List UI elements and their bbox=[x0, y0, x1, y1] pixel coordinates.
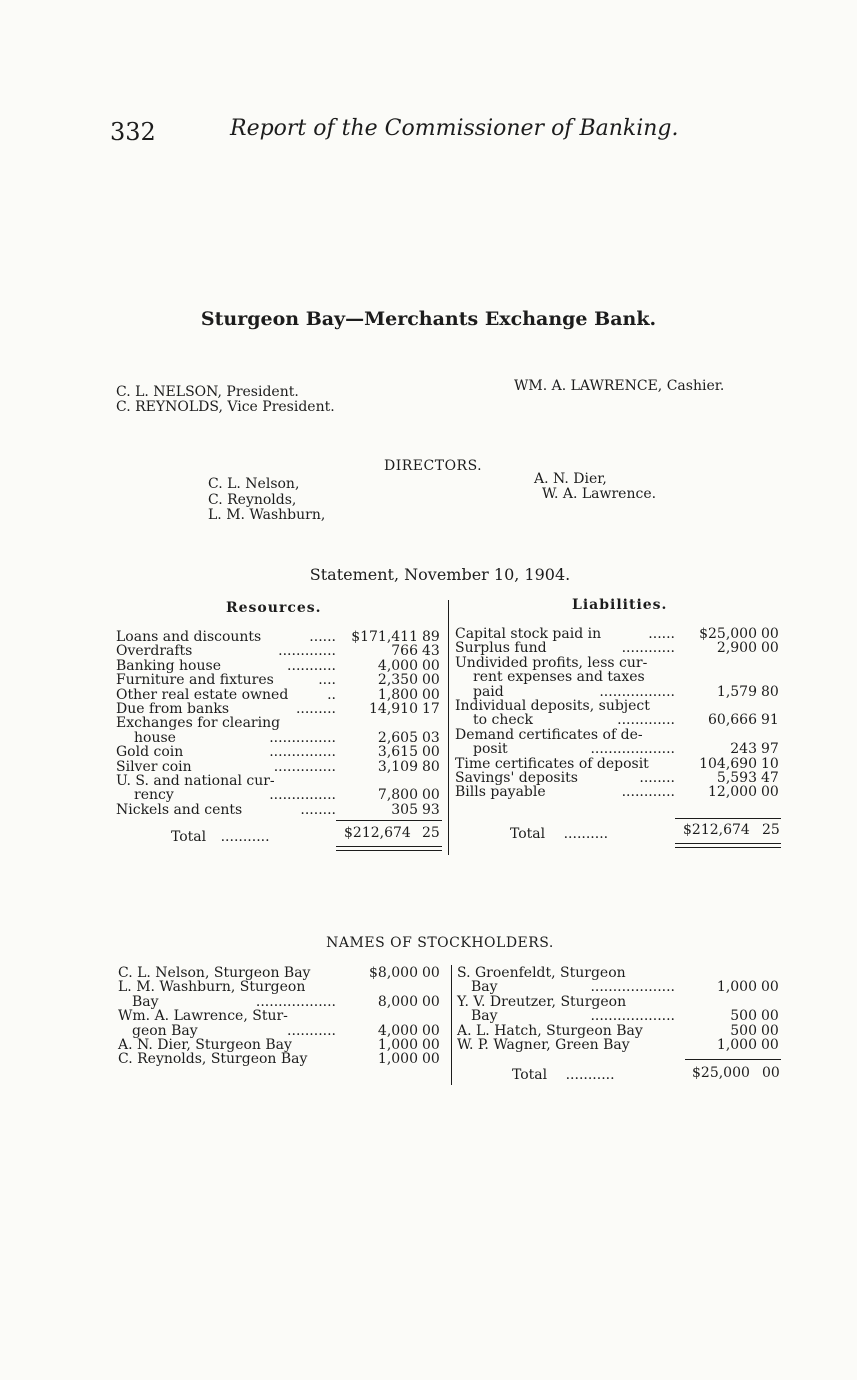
amount-dollars: 3,109 bbox=[377, 758, 418, 775]
line-label: Wm. A. Lawrence, Stur- bbox=[118, 1008, 288, 1025]
amount-cents: 97 bbox=[761, 741, 779, 758]
amount-dollars: 305 bbox=[391, 801, 418, 818]
amount-dollars: 1,000 bbox=[377, 1036, 418, 1053]
statement-column-divider bbox=[448, 600, 449, 855]
stockholder-row bbox=[457, 966, 787, 980]
director-left-1: C. L. Nelson, bbox=[208, 476, 300, 492]
resource-row bbox=[116, 788, 446, 802]
amount-cents: 00 bbox=[761, 626, 779, 642]
amount-dollars: 1,000 bbox=[716, 1036, 757, 1053]
liabilities-rule bbox=[675, 818, 781, 819]
liability-row bbox=[455, 699, 785, 713]
line-label: Individual deposits, subject bbox=[455, 697, 650, 714]
line-label: Banking house bbox=[116, 657, 221, 674]
liability-row bbox=[455, 713, 785, 727]
page-number: 332 bbox=[110, 118, 156, 146]
line-label: rency bbox=[134, 787, 174, 804]
director-right-1: A. N. Dier, bbox=[534, 471, 607, 487]
resources-total-label bbox=[171, 829, 270, 845]
amount-dollars: 14,910 bbox=[369, 700, 418, 717]
stockholders-column-divider bbox=[451, 965, 452, 1085]
officer-president: C. L. NELSON, President. bbox=[116, 384, 299, 400]
amount-dollars: 243 bbox=[730, 741, 757, 758]
liability-row bbox=[455, 627, 785, 641]
stockholders-total-label bbox=[512, 1067, 615, 1083]
total-label: Total bbox=[512, 1067, 548, 1083]
running-title: Report of the Commissioner of Banking. bbox=[230, 116, 679, 141]
amount-dollars: 60,666 bbox=[708, 712, 757, 729]
amount-cents: 47 bbox=[761, 769, 779, 786]
dot-leader: ............... bbox=[269, 787, 336, 804]
amount-dollars: 1,000 bbox=[716, 979, 757, 996]
liability-row bbox=[455, 670, 785, 684]
resource-row bbox=[116, 688, 446, 702]
amount-dollars: 1,579 bbox=[716, 683, 757, 700]
line-label: Other real estate owned bbox=[116, 686, 289, 703]
stockholder-row bbox=[457, 995, 787, 1009]
line-label: A. N. Dier, Sturgeon Bay bbox=[118, 1036, 292, 1053]
liability-row bbox=[455, 757, 785, 771]
amount-cents: 00 bbox=[422, 965, 440, 981]
stockholder-row bbox=[118, 1024, 448, 1038]
line-label: rent expenses and taxes bbox=[473, 669, 645, 686]
stockholder-row bbox=[118, 995, 448, 1009]
liability-row bbox=[455, 742, 785, 756]
line-label: Exchanges for clearing bbox=[116, 715, 281, 732]
liabilities-heading: Liabilities. bbox=[572, 597, 668, 613]
stockholders-right-list bbox=[457, 966, 787, 1052]
amount-dollars: 12,000 bbox=[708, 784, 757, 801]
amount-cents: 00 bbox=[422, 1022, 440, 1039]
dot-leader: ...... bbox=[648, 626, 675, 642]
resource-row bbox=[116, 702, 446, 716]
amount-dollars: $8,000 bbox=[369, 965, 418, 981]
dot-leader: ............... bbox=[269, 744, 336, 761]
amount-cents: 00 bbox=[761, 784, 779, 801]
officer-cashier: WM. A. LAWRENCE, Cashier. bbox=[514, 378, 725, 394]
stockholder-row bbox=[118, 1038, 448, 1052]
stockholder-row bbox=[457, 1024, 787, 1038]
dot-leader: ......... bbox=[295, 700, 336, 717]
line-label: L. M. Washburn, Sturgeon bbox=[118, 979, 306, 996]
dot-leader: ................... bbox=[590, 741, 675, 758]
liabilities-list bbox=[455, 627, 785, 800]
line-label: Capital stock paid in bbox=[455, 626, 602, 642]
line-label: Silver coin bbox=[116, 758, 192, 775]
amount-cents: 00 bbox=[761, 1008, 779, 1025]
dot-leader: ............. bbox=[617, 712, 675, 729]
amount-dollars: 5,593 bbox=[716, 769, 757, 786]
amount-dollars: 3,615 bbox=[377, 744, 418, 761]
line-label: posit bbox=[473, 741, 508, 758]
amount-cents: 00 bbox=[422, 1036, 440, 1053]
amount-dollars: $25,000 bbox=[699, 626, 757, 642]
line-label: Loans and discounts bbox=[116, 629, 262, 645]
line-label: A. L. Hatch, Sturgeon Bay bbox=[457, 1022, 643, 1039]
liability-row bbox=[455, 656, 785, 670]
resource-row bbox=[116, 630, 446, 644]
stockholders-total-dollars: $25,000 bbox=[692, 1065, 750, 1081]
total-leader: ........... bbox=[220, 829, 270, 845]
amount-cents: 00 bbox=[422, 657, 440, 674]
dot-leader: ........ bbox=[300, 801, 336, 818]
stockholder-row bbox=[118, 966, 448, 980]
stockholders-left-list bbox=[118, 966, 448, 1067]
line-label: Undivided profits, less cur- bbox=[455, 654, 648, 671]
line-label: to check bbox=[473, 712, 533, 729]
stockholder-row bbox=[118, 1052, 448, 1066]
dot-leader: ............ bbox=[621, 784, 675, 801]
resources-rule bbox=[336, 820, 442, 821]
line-label: C. L. Nelson, Sturgeon Bay bbox=[118, 965, 311, 981]
line-label: Demand certificates of de- bbox=[455, 726, 643, 743]
resource-row bbox=[116, 803, 446, 817]
dot-leader: ................... bbox=[590, 1008, 675, 1025]
resources-list bbox=[116, 630, 446, 817]
amount-dollars: 500 bbox=[730, 1008, 757, 1025]
stockholder-row bbox=[118, 1009, 448, 1023]
total-label: Total bbox=[510, 826, 546, 842]
stockholder-row bbox=[118, 980, 448, 994]
liability-row bbox=[455, 785, 785, 799]
line-label: Furniture and fixtures bbox=[116, 672, 274, 689]
amount-cents: 89 bbox=[422, 629, 440, 645]
line-label: Bay bbox=[471, 1008, 498, 1025]
director-right-2: W. A. Lawrence. bbox=[542, 486, 657, 502]
amount-dollars: 766 bbox=[391, 643, 418, 660]
line-label: paid bbox=[473, 683, 504, 700]
bank-title: Sturgeon Bay—Merchants Exchange Bank. bbox=[200, 308, 657, 330]
stockholders-rule bbox=[685, 1059, 781, 1060]
stockholders-heading: NAMES OF STOCKHOLDERS. bbox=[326, 935, 554, 951]
line-label: Y. V. Dreutzer, Sturgeon bbox=[457, 993, 627, 1010]
resources-total-cents: 25 bbox=[422, 825, 440, 841]
line-label: S. Groenfeldt, Sturgeon bbox=[457, 965, 626, 981]
resources-heading: Resources. bbox=[226, 600, 322, 616]
directors-heading: DIRECTORS. bbox=[384, 458, 483, 474]
amount-cents: 43 bbox=[422, 643, 440, 660]
dot-leader: ........... bbox=[287, 1022, 336, 1039]
line-label: Bills payable bbox=[455, 784, 546, 801]
dot-leader: .............. bbox=[273, 758, 336, 775]
amount-cents: 00 bbox=[422, 744, 440, 761]
liabilities-total-label bbox=[510, 826, 608, 842]
line-label: U. S. and national cur- bbox=[116, 772, 275, 789]
amount-cents: 80 bbox=[761, 683, 779, 700]
resource-row bbox=[116, 774, 446, 788]
amount-dollars: 2,900 bbox=[716, 640, 757, 657]
amount-cents: 03 bbox=[422, 729, 440, 746]
dot-leader: .................. bbox=[255, 993, 336, 1010]
amount-dollars: $171,411 bbox=[351, 629, 418, 645]
director-left-3: L. M. Washburn, bbox=[208, 507, 326, 523]
amount-dollars: 104,690 bbox=[699, 755, 757, 772]
stockholder-row bbox=[457, 980, 787, 994]
resource-row bbox=[116, 659, 446, 673]
total-leader: .......... bbox=[563, 826, 609, 842]
resource-row bbox=[116, 760, 446, 774]
stockholder-row bbox=[457, 1038, 787, 1052]
dot-leader: ........... bbox=[287, 657, 336, 674]
amount-dollars: 8,000 bbox=[377, 993, 418, 1010]
dot-leader: ............. bbox=[278, 643, 336, 660]
liabilities-total-cents: 25 bbox=[762, 822, 780, 838]
resources-double-rule-2 bbox=[336, 850, 442, 851]
line-label: Overdrafts bbox=[116, 643, 193, 660]
amount-cents: 00 bbox=[422, 993, 440, 1010]
amount-dollars: 7,800 bbox=[377, 787, 418, 804]
amount-cents: 00 bbox=[761, 1036, 779, 1053]
amount-cents: 00 bbox=[422, 787, 440, 804]
amount-dollars: 2,605 bbox=[377, 729, 418, 746]
dot-leader: ........ bbox=[639, 769, 675, 786]
amount-cents: 93 bbox=[422, 801, 440, 818]
dot-leader: ................... bbox=[590, 979, 675, 996]
stockholder-row bbox=[457, 1009, 787, 1023]
liability-row bbox=[455, 728, 785, 742]
liabilities-total-dollars: $212,674 bbox=[683, 822, 750, 838]
amount-cents: 10 bbox=[761, 755, 779, 772]
line-label: Bay bbox=[132, 993, 159, 1010]
dot-leader: ............ bbox=[621, 640, 675, 657]
amount-dollars: 2,350 bbox=[377, 672, 418, 689]
amount-cents: 00 bbox=[761, 979, 779, 996]
dot-leader: .... bbox=[318, 672, 336, 689]
dot-leader: ...... bbox=[309, 629, 336, 645]
amount-cents: 80 bbox=[422, 758, 440, 775]
liability-row bbox=[455, 771, 785, 785]
line-label: Savings' deposits bbox=[455, 769, 578, 786]
total-label: Total bbox=[171, 829, 207, 845]
resource-row bbox=[116, 745, 446, 759]
dot-leader: ................. bbox=[599, 683, 675, 700]
dot-leader: ............... bbox=[269, 729, 336, 746]
amount-dollars: 1,000 bbox=[377, 1051, 418, 1068]
dot-leader: .. bbox=[327, 686, 336, 703]
amount-cents: 91 bbox=[761, 712, 779, 729]
amount-cents: 17 bbox=[422, 700, 440, 717]
liability-row bbox=[455, 641, 785, 655]
total-leader: ........... bbox=[565, 1067, 615, 1083]
resource-row bbox=[116, 673, 446, 687]
liability-row bbox=[455, 685, 785, 699]
line-label: Time certificates of deposit bbox=[455, 755, 649, 772]
amount-cents: 00 bbox=[422, 686, 440, 703]
line-label: Gold coin bbox=[116, 744, 184, 761]
line-label: geon Bay bbox=[132, 1022, 198, 1039]
line-label: Nickels and cents bbox=[116, 801, 243, 818]
amount-cents: 00 bbox=[761, 1022, 779, 1039]
resource-row bbox=[116, 644, 446, 658]
resource-row bbox=[116, 716, 446, 730]
line-label: Bay bbox=[471, 979, 498, 996]
line-label: Surplus fund bbox=[455, 640, 547, 657]
liabilities-double-rule-2 bbox=[675, 847, 781, 848]
line-label: C. Reynolds, Sturgeon Bay bbox=[118, 1051, 308, 1068]
resources-total-dollars: $212,674 bbox=[344, 825, 411, 841]
resources-double-rule-1 bbox=[336, 846, 442, 847]
liabilities-double-rule-1 bbox=[675, 843, 781, 844]
amount-dollars: 4,000 bbox=[377, 1022, 418, 1039]
line-label: Due from banks bbox=[116, 700, 229, 717]
amount-dollars: 1,800 bbox=[377, 686, 418, 703]
line-label: house bbox=[134, 729, 176, 746]
amount-cents: 00 bbox=[422, 1051, 440, 1068]
director-left-2: C. Reynolds, bbox=[208, 492, 297, 508]
officer-vice-president: C. REYNOLDS, Vice President. bbox=[116, 399, 335, 415]
statement-title: Statement, November 10, 1904. bbox=[309, 565, 571, 584]
amount-cents: 00 bbox=[761, 640, 779, 657]
line-label: W. P. Wagner, Green Bay bbox=[457, 1036, 630, 1053]
amount-dollars: 4,000 bbox=[377, 657, 418, 674]
resource-row bbox=[116, 731, 446, 745]
stockholders-total-cents: 00 bbox=[762, 1065, 780, 1081]
amount-dollars: 500 bbox=[730, 1022, 757, 1039]
amount-cents: 00 bbox=[422, 672, 440, 689]
